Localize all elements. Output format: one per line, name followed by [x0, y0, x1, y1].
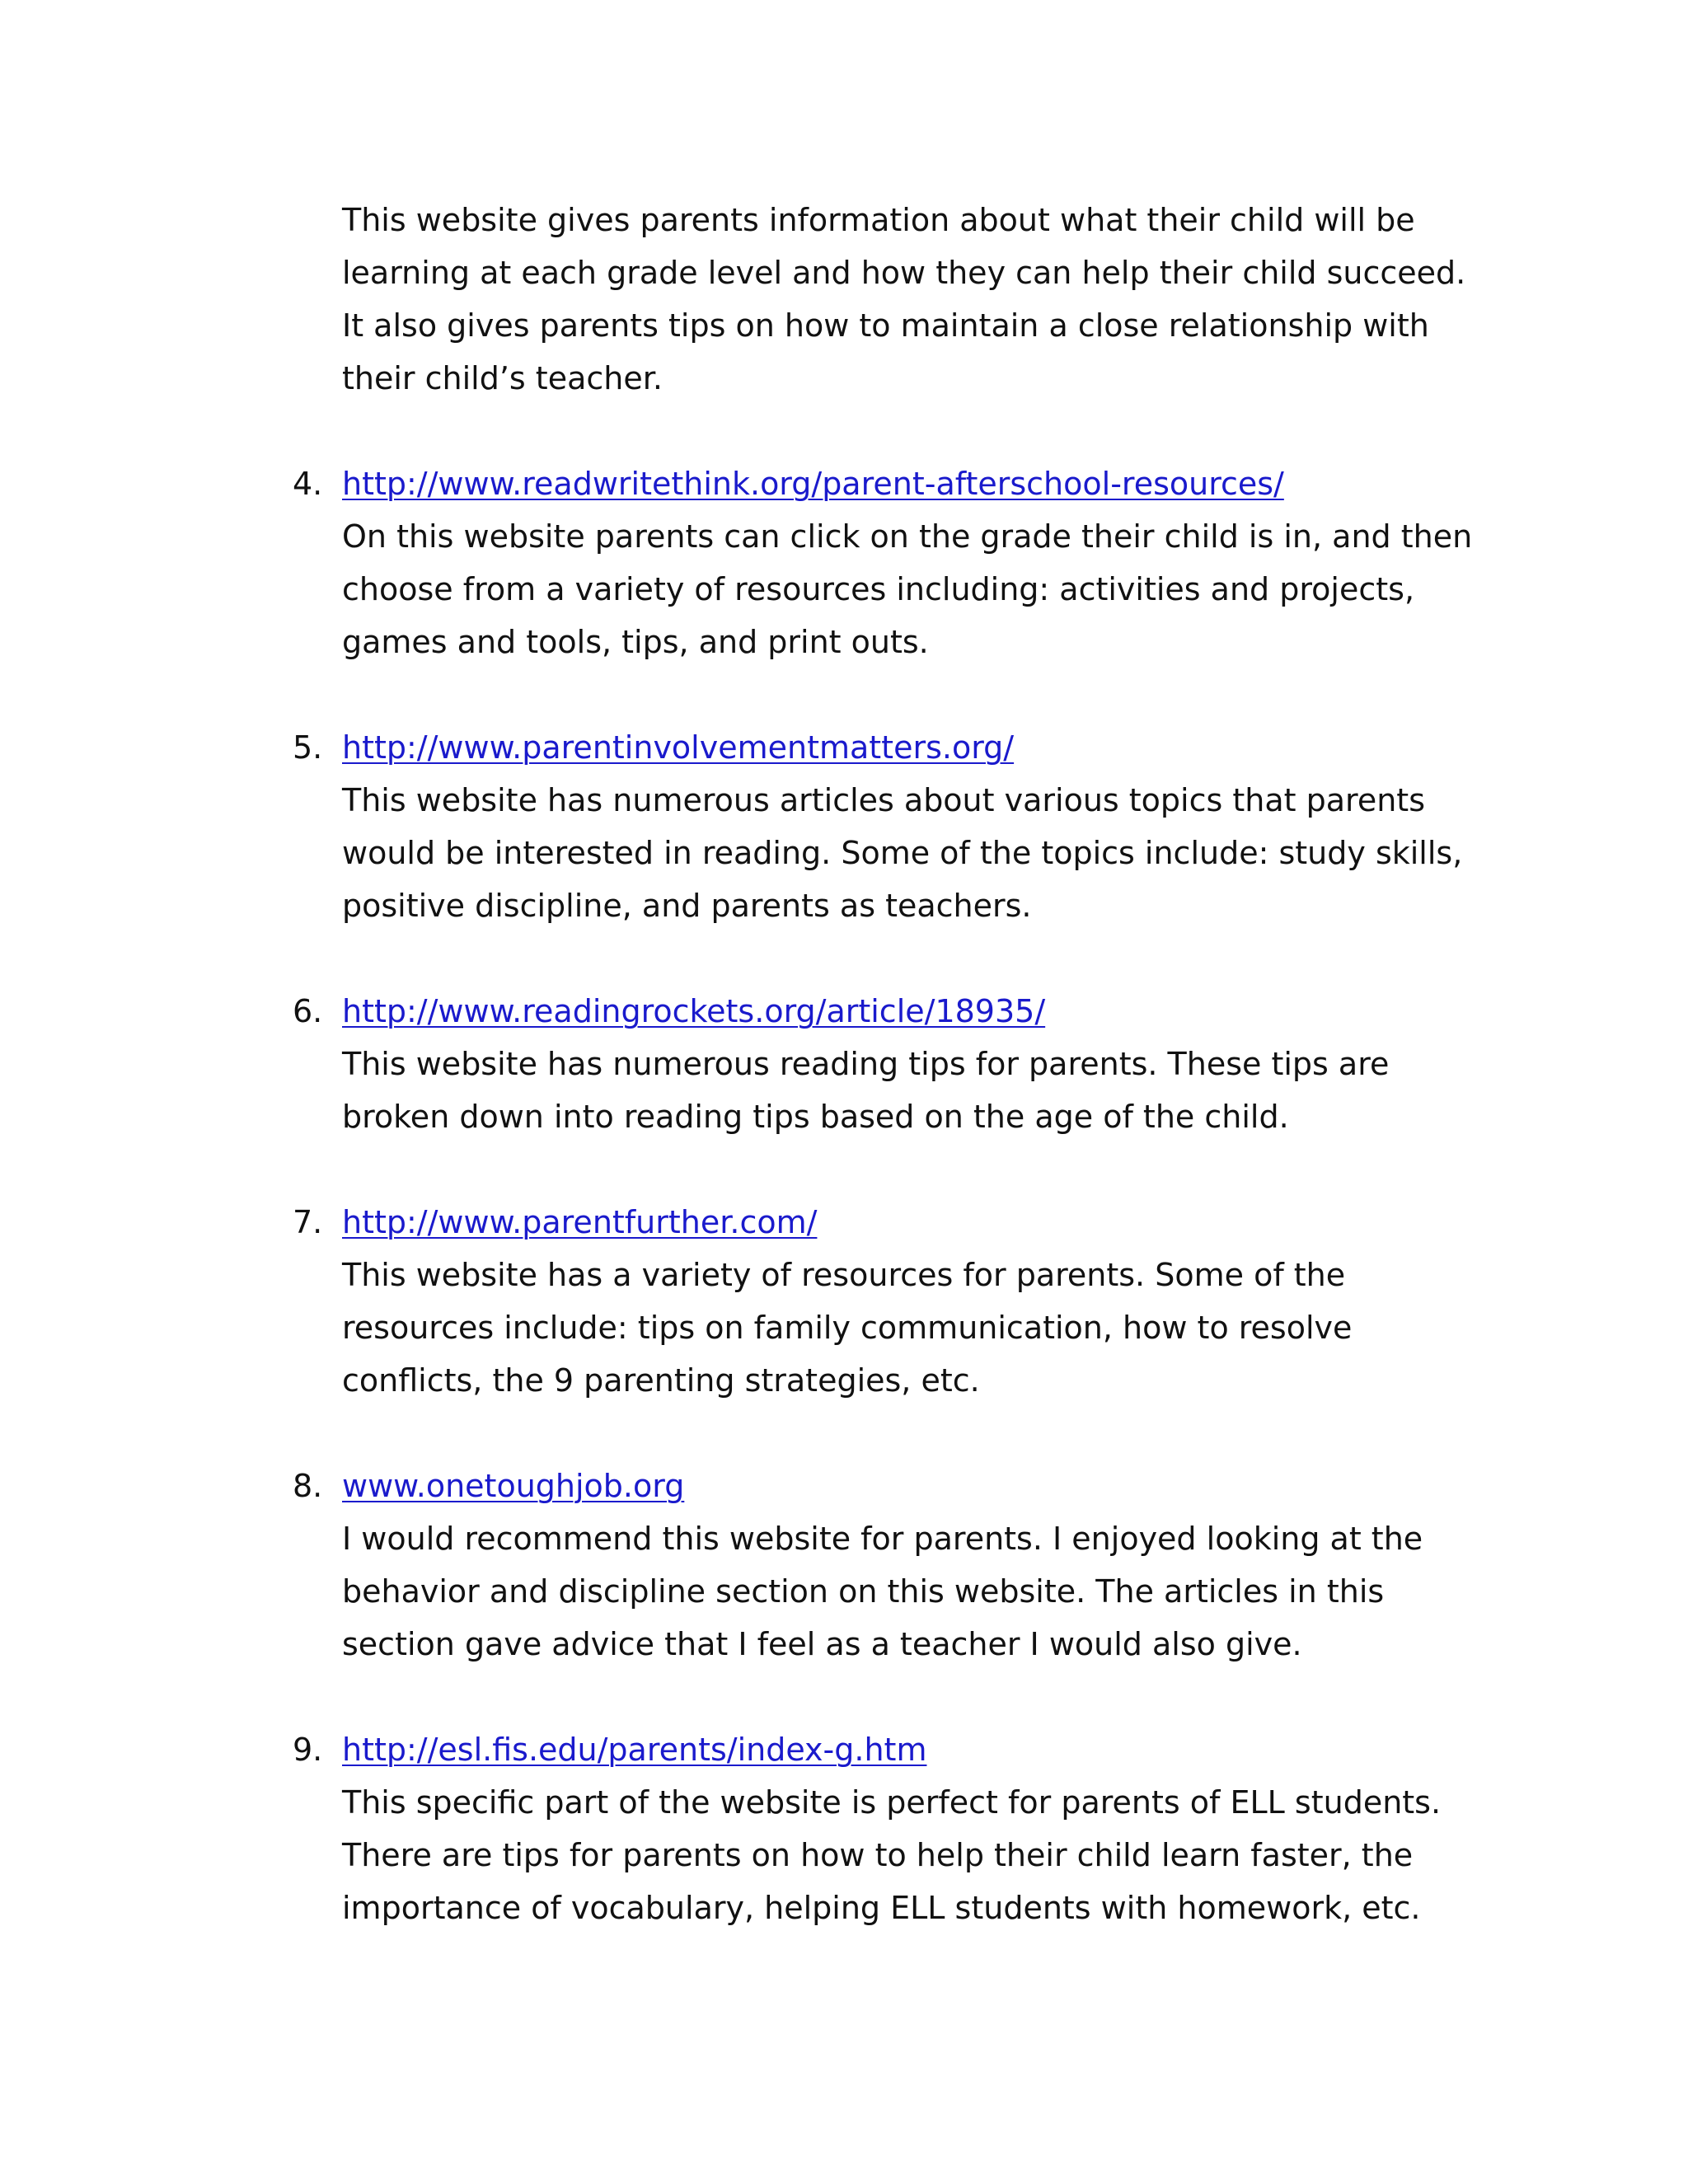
resource-link[interactable]: http://www.parentfurther.com/ — [342, 1204, 818, 1240]
item-description: This website has numerous reading tips for parents. These tips are broken down into reading tips based on the age of the child. — [342, 1046, 1390, 1135]
resource-link[interactable]: http://www.readingrockets.org/article/18935/ — [342, 993, 1046, 1029]
list-item — [293, 1460, 1488, 1671]
resource-link[interactable]: http://www.readwritethink.org/parent-afterschool-resources/ — [342, 466, 1284, 502]
resource-link[interactable]: http://www.parentinvolvementmatters.org/ — [342, 729, 1015, 766]
item-description: This website has a variety of resources for parents. Some of the resources include: tips on family communication, how to resolve conflicts, the 9 parenting strategies, etc. — [342, 1257, 1353, 1399]
list-item — [293, 457, 1488, 668]
list-item — [293, 1723, 1488, 1934]
item-number: 5. — [293, 729, 323, 766]
item-number: 4. — [293, 466, 323, 502]
item-number: 9. — [293, 1732, 323, 1768]
document-content — [293, 194, 1488, 1987]
item-description: On this website parents can click on the grade their child is in, and then choose from a variety of resources including: activities and projects, games and tools, tips, and print outs. — [342, 518, 1473, 660]
resource-link[interactable]: www.onetoughjob.org — [342, 1468, 685, 1504]
item-number: 7. — [293, 1204, 323, 1240]
item-description: This website has numerous articles about various topics that parents would be interested in reading. Some of the topics include: study skills, positive discipline, and parents as teachers. — [342, 782, 1463, 924]
item-number: 8. — [293, 1468, 323, 1504]
intro-paragraph: This website gives parents information about what their child will be learning at each grade level and how they can help their child succeed. It also gives parents tips on how to maintain a close relationship with their child’s teacher. — [342, 202, 1466, 396]
item-number: 6. — [293, 993, 323, 1029]
resource-link[interactable]: http://esl.fis.edu/parents/index-g.htm — [342, 1732, 927, 1768]
item-description: I would recommend this website for parents. I enjoyed looking at the behavior and discipline section on this website. The articles in this section gave advice that I feel as a teacher I would also give. — [342, 1521, 1423, 1662]
item-description: This specific part of the website is perfect for parents of ELL students. There are tips for parents on how to help their child learn faster, the importance of vocabulary, helping ELL students with homework, etc. — [342, 1784, 1442, 1926]
list-item — [293, 721, 1488, 932]
list-item — [293, 985, 1488, 1143]
list-item — [293, 1196, 1488, 1407]
